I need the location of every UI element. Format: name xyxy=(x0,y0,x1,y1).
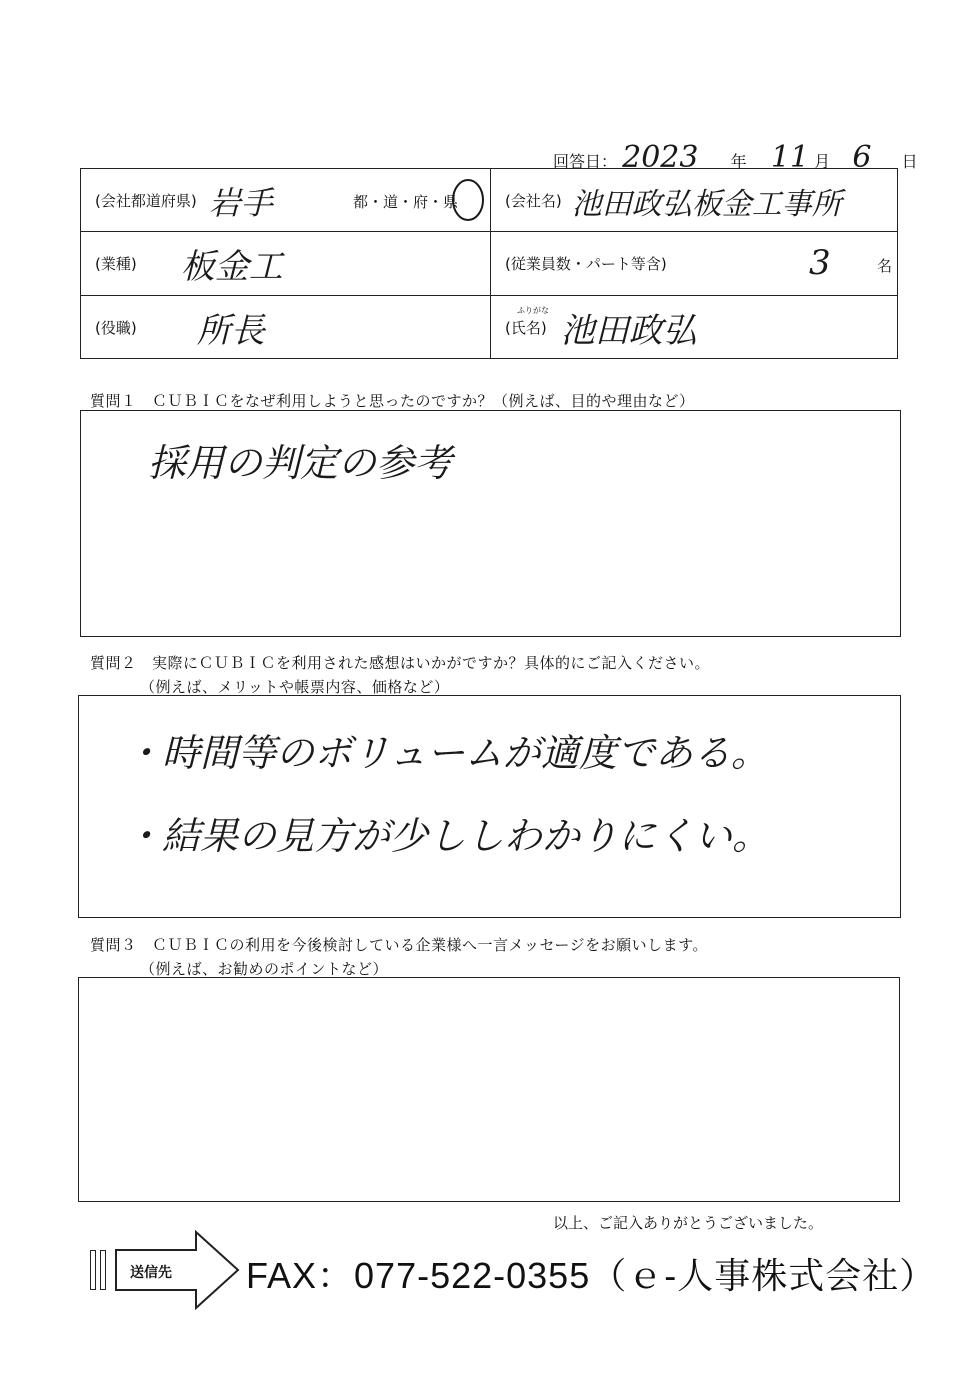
circle-mark-icon xyxy=(449,175,487,225)
industry-cell xyxy=(81,232,490,295)
furigana-label: ふりがな xyxy=(517,306,549,315)
q3-title: 質問３ ＣＵＢＩＣの利用を今後検討している企業様へ一言メッセージをお願いします。 xyxy=(90,936,708,954)
q1-title: 質問１ ＣＵＢＩＣをなぜ利用しようと思ったのですか？（例えば、目的や理由など） xyxy=(90,392,695,410)
employees-label: (従業員数・パート等含) xyxy=(505,255,667,273)
company-cell xyxy=(491,169,899,232)
q1-answer: 採用の判定の参考 xyxy=(148,441,453,485)
company-value: 池田政弘板金工事所 xyxy=(571,186,842,222)
date-day: 6 xyxy=(852,140,872,175)
info-table xyxy=(80,168,898,359)
name-value: 池田政弘 xyxy=(560,311,697,351)
name-label-text: (氏名) xyxy=(505,319,547,337)
company-label: (会社名) xyxy=(505,192,562,210)
employees-value: 3 xyxy=(809,243,831,283)
industry-value: 板金工 xyxy=(180,247,283,287)
prefecture-suffix: 都・道・府・県 xyxy=(353,193,459,211)
q3-answer-box xyxy=(78,977,900,1202)
prefecture-value: 岩手 xyxy=(208,183,273,222)
date-label: 回答日： xyxy=(553,152,618,171)
date-month-unit: 月 xyxy=(814,152,831,171)
name-label xyxy=(505,306,549,338)
fax-number: FAX：077-522-0355（ｅ-人事株式会社） xyxy=(246,1255,937,1296)
position-label: (役職) xyxy=(95,319,137,337)
prefecture-label: (会社都道府県) xyxy=(95,192,197,210)
thanks-note: 以上、ご記入ありがとうございました。 xyxy=(553,1214,824,1232)
position-cell xyxy=(81,296,490,359)
date-year: 2023 xyxy=(622,140,699,175)
date-day-unit: 日 xyxy=(901,152,918,171)
q2-answer-line-1: ・時間等のボリュームが適度である。 xyxy=(124,731,769,775)
send-to-label: 送信先 xyxy=(130,1265,172,1281)
employees-cell xyxy=(491,232,899,295)
position-value: 所長 xyxy=(196,311,265,351)
employees-unit: 名 xyxy=(877,257,893,275)
name-cell xyxy=(491,296,899,359)
q2-answer-line-2: ・結果の見方が少ししわかりにくい。 xyxy=(124,814,771,858)
fax-bar xyxy=(90,1230,937,1310)
date-month: 11 xyxy=(770,140,810,175)
date-year-unit: 年 xyxy=(730,152,747,171)
q2-title: 質問２ 実際にＣＵＢＩＣを利用された感想はいかがですか？具体的にご記入ください。 xyxy=(90,654,711,672)
q2-subtitle: （例えば、メリットや帳票内容、価格など） xyxy=(140,678,450,696)
industry-label: (業種) xyxy=(95,255,137,273)
q3-subtitle: （例えば、お勧めのポイントなど） xyxy=(140,960,389,978)
